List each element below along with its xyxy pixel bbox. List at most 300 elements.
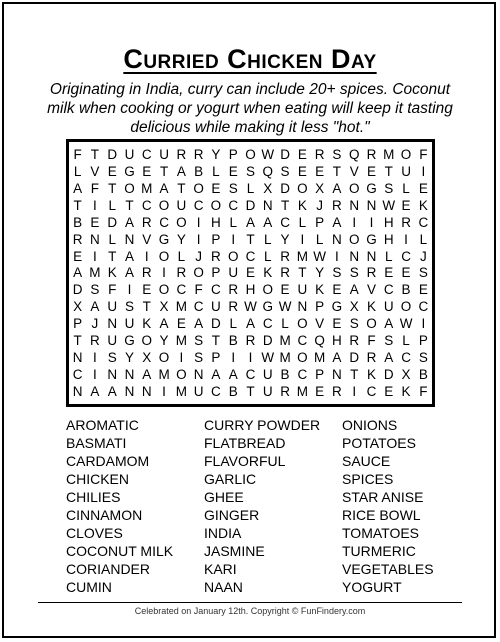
grid-letter: L [264,231,272,247]
word-list-item: GHEE [204,489,244,505]
grid-letter: I [196,214,201,230]
grid-letter: K [366,299,376,315]
grid-letter: D [107,146,118,162]
grid-letter: G [331,299,343,315]
grid-letter: G [366,180,377,196]
grid-letter: E [142,282,152,298]
word-list-item: YOGURT [342,579,402,595]
word-list-item: CARDAMOM [66,453,150,469]
grid-letter: T [177,180,186,196]
grid-letter: E [245,265,255,281]
grid-letter: P [211,350,221,366]
grid-letter: P [315,299,325,315]
grid-letter: R [401,214,411,230]
grid-letter: A [332,214,342,230]
grid-letter: T [108,180,117,196]
grid-letter: L [298,214,307,230]
grid-letter: A [194,316,204,332]
grid-letter: R [228,299,239,315]
grid-letter: U [107,299,118,315]
grid-letter: S [349,265,359,281]
word-list-item: ONIONS [342,417,398,433]
grid-letter: M [279,350,291,366]
grid-letter: O [158,197,170,213]
grid-letter: L [229,214,237,230]
word-list-column [204,416,342,596]
grid-letter: S [418,265,428,281]
grid-letter: M [89,265,101,281]
grid-letter: T [211,333,221,349]
grid-letter: V [142,231,152,247]
grid-letter: M [296,384,308,400]
grid-letter: R [314,146,325,162]
grid-letter: X [73,299,83,315]
grid-letter: A [176,163,186,179]
word-list-item: POTATOES [342,435,416,451]
grid-letter: C [72,367,83,383]
grid-letter: O [262,282,274,298]
grid-letter: I [127,282,132,298]
grid-letter: F [90,180,100,196]
word-list-item: JASMINE [204,543,265,559]
grid-letter: E [315,163,325,179]
grid-letter: A [107,384,117,400]
grid-letter: H [211,214,221,230]
grid-letter: E [107,163,117,179]
grid-letter: R [332,384,342,400]
grid-letter: T [246,384,255,400]
grid-letter: U [228,265,239,281]
grid-letter: B [73,214,83,230]
grid-letter: C [176,282,187,298]
grid-letter: R [366,265,377,281]
grid-letter: F [108,282,117,298]
grid-letter: C [297,333,308,349]
grid-letter: L [177,248,186,264]
grid-letter: O [348,180,360,196]
grid-letter: K [366,367,376,383]
grid-letter: F [194,282,203,298]
grid-letter: R [90,333,100,349]
grid-letter: S [418,350,428,366]
grid-letter: O [297,316,308,332]
grid-letter: T [90,146,100,162]
footer-text: Celebrated on January 12th. Copyright © FunFindery.com [134,606,366,616]
grid-letter: Q [262,163,274,179]
grid-letter: O [400,146,412,162]
word-list-column [66,416,204,596]
grid-letter: F [419,384,428,400]
grid-letter: Y [315,265,325,281]
grid-letter: A [245,316,255,332]
grid-letter: D [245,197,256,213]
grid-letter: L [419,231,428,247]
grid-letter: U [262,384,273,400]
grid-letter: N [72,350,83,366]
word-list-item: CHICKEN [66,471,130,487]
grid-letter: V [349,163,359,179]
grid-letter: N [332,231,342,247]
grid-letter: U [176,197,187,213]
grid-letter: C [418,299,429,315]
grid-letter: N [90,231,100,247]
grid-letter: G [158,231,170,247]
grid-letter: C [211,282,221,298]
grid-letter: N [297,299,308,315]
grid-letter: A [159,180,169,196]
grid-letter: U [124,316,135,332]
grid-letter: E [297,163,307,179]
grid-letter: P [211,265,221,281]
grid-letter: U [159,146,169,162]
grid-letter: A [124,214,134,230]
grid-letter: X [349,299,359,315]
grid-letter: O [141,333,153,349]
grid-letter: T [280,197,290,213]
grid-letter: I [421,163,426,179]
grid-letter: E [418,180,428,196]
grid-letter: I [369,214,374,230]
grid-letter: J [195,248,203,264]
grid-letter: U [262,367,273,383]
grid-letter: O [158,248,170,264]
word-list-item: TOMATOES [342,525,420,541]
grid-letter: E [176,316,186,332]
grid-letter: A [211,367,221,383]
grid-letter: C [280,214,290,230]
grid-letter: B [280,367,290,383]
grid-letter: A [228,367,238,383]
grid-letter: X [401,367,411,383]
grid-letter: T [246,231,255,247]
grid-letter: G [124,163,135,179]
grid-letter: C [228,197,239,213]
grid-letter: M [279,333,291,349]
grid-letter: K [107,265,117,281]
grid-letter: N [141,384,152,400]
grid-letter: L [246,180,255,196]
grid-letter: I [93,367,97,383]
grid-letter: U [211,299,221,315]
grid-letter: I [421,316,426,332]
grid-letter: A [245,214,255,230]
grid-letter: T [73,333,82,349]
grid-letter: T [384,163,393,179]
grid-letter: D [107,214,118,230]
grid-letter: E [211,180,221,196]
grid-letter: E [366,163,376,179]
grid-letter: C [262,316,273,332]
grid-letter: M [141,180,153,196]
grid-letter: R [349,333,360,349]
grid-letter: K [418,197,428,213]
grid-letter: E [228,163,238,179]
grid-letter: I [93,248,97,264]
grid-letter: A [332,350,342,366]
grid-letter: E [280,282,290,298]
grid-letter: N [107,367,118,383]
grid-letter: T [108,248,117,264]
grid-letter: H [245,282,256,298]
word-list-item: GINGER [204,507,260,523]
grid-letter: O [245,146,256,162]
grid-letter: O [348,231,360,247]
grid-letter: A [90,299,100,315]
word-list-item: FLAVORFUL [204,453,286,469]
grid-letter: I [352,384,357,400]
grid-letter: A [332,180,342,196]
grid-letter: P [228,146,238,162]
grid-letter: U [124,146,135,162]
grid-letter: C [141,146,152,162]
grid-letter: F [73,146,82,162]
grid-letter: I [93,350,97,366]
grid-letter: S [245,163,255,179]
grid-letter: C [366,384,377,400]
grid-letter: M [296,248,308,264]
grid-letter: A [124,248,134,264]
grid-letter: R [366,146,377,162]
grid-letter: V [315,316,325,332]
page-title: Curried Chicken Day [123,44,377,74]
grid-letter: L [281,316,289,332]
word-list-item: GARLIC [204,471,257,487]
grid-letter: O [366,316,377,332]
grid-letter: P [315,214,325,230]
grid-letter: I [144,248,149,264]
grid-letter: R [141,214,152,230]
word-list-item: COCONUT MILK [66,543,174,559]
grid-letter: I [404,231,408,247]
grid-letter: W [278,299,292,315]
grid-letter: G [366,231,377,247]
grid-letter: Y [280,231,290,247]
word-list-item: CORIANDER [66,561,151,577]
grid-letter: O [297,350,308,366]
grid-letter: C [245,367,256,383]
grid-letter: O [176,214,187,230]
grid-letter: L [229,316,237,332]
grid-letter: N [72,384,83,400]
grid-letter: L [108,197,116,213]
grid-letter: J [419,248,427,264]
grid-letter: L [385,248,393,264]
grid-letter: F [419,146,428,162]
grid-letter: U [107,333,118,349]
grid-letter: L [73,163,82,179]
word-list-item: SAUCE [342,453,391,469]
grid-letter: T [332,163,342,179]
grid-letter: A [384,350,394,366]
grid-letter: S [332,265,342,281]
grid-letter: M [158,367,170,383]
grid-letter: I [231,350,236,366]
grid-letter: T [142,299,151,315]
grid-letter: O [210,197,222,213]
grid-letter: Q [348,146,360,162]
grid-letter: N [124,367,135,383]
grid-letter: N [124,384,135,400]
grid-letter: N [332,367,342,383]
grid-letter: D [280,146,290,162]
word-list-item: NAAN [204,579,243,595]
grid-letter: W [244,299,257,315]
grid-letter: O [124,180,135,196]
word-list-item: CINNAMON [66,507,143,523]
word-list-item: STAR ANISE [342,489,424,505]
grid-letter: D [349,350,360,366]
footer-divider [38,602,462,603]
grid-letter: A [124,265,134,281]
grid-letter: N [124,231,135,247]
word-list-item: VEGETABLES [342,561,434,577]
grid-letter: T [159,163,169,179]
grid-letter: S [107,350,117,366]
grid-letter: E [73,248,83,264]
grid-letter: N [107,316,118,332]
grid-letter: E [315,384,325,400]
grid-letter: I [162,384,166,400]
grid-letter: A [159,316,169,332]
grid-letter: R [193,146,204,162]
grid-letter: Y [124,350,134,366]
grid-letter: Y [176,231,186,247]
grid-letter: M [175,299,187,315]
grid-letter: K [401,384,411,400]
grid-letter: E [401,265,411,281]
grid-letter: I [231,231,236,247]
grid-letter: A [90,384,100,400]
grid-letter: Q [314,333,325,349]
word-list-column [342,416,446,596]
word-search-grid [66,139,435,407]
grid-letter: C [401,350,411,366]
grid-letter: F [367,333,376,349]
grid-letter: W [382,197,396,213]
grid-letter: O [227,248,239,264]
grid-letter: H [383,231,394,247]
grid-letter: X [159,299,169,315]
grid-letter: V [366,282,376,298]
grid-letter: A [384,316,394,332]
grid-letter: G [124,333,135,349]
grid-letter: W [313,248,327,264]
grid-letter: I [179,350,184,366]
grid-letter: J [316,197,324,213]
grid-letter: P [315,367,325,383]
grid-letter: E [297,146,307,162]
grid-letter: L [315,231,324,247]
grid-letter: P [418,333,428,349]
grid-letter: S [384,333,394,349]
grid-letter: M [383,146,395,162]
grid-letter: B [418,367,428,383]
grid-letter: C [141,197,152,213]
word-list-item: AROMATIC [66,417,139,433]
grid-letter: U [401,163,411,179]
grid-letter: C [159,214,169,230]
grid-letter: N [349,197,360,213]
grid-letter: I [196,231,201,247]
grid-letter: R [141,265,152,281]
grid-letter: A [349,282,359,298]
word-list-item: KARI [204,561,237,577]
grid-letter: D [280,180,290,196]
grid-letter: T [350,367,359,383]
intro-text: Originating in India, curry can include 20+ spices. Coconut milk when cooking or yogurt when eating will keep it tasting delicious while making it less "hot." [47,81,453,136]
grid-letter: E [384,384,394,400]
grid-letter: J [91,316,99,332]
grid-letter: I [300,231,305,247]
word-list-item: RICE BOWL [342,507,421,523]
grid-letter: D [72,282,83,298]
grid-letter: D [383,367,394,383]
grid-letter: R [280,384,290,400]
grid-letter: U [193,384,204,400]
grid-letter: O [158,350,170,366]
grid-letter: D [211,316,221,332]
grid-letter: H [383,214,394,230]
grid-letter: S [194,333,204,349]
grid-letter: S [124,299,134,315]
grid-letter: I [352,214,357,230]
grid-letter: E [90,214,100,230]
grid-letter: C [418,214,429,230]
grid-letter: T [73,197,82,213]
word-list-item: FLATBREAD [204,435,286,451]
grid-letter: K [315,282,325,298]
grid-letter: E [332,282,342,298]
grid-letter: O [400,299,412,315]
grid-letter: I [162,265,166,281]
grid-letter: A [263,214,273,230]
grid-letter: R [72,231,83,247]
grid-letter: I [248,350,253,366]
grid-letter: B [228,333,238,349]
grid-letter: O [297,180,308,196]
word-list-item: CUMIN [66,579,112,595]
grid-letter: O [193,180,204,196]
grid-letter: D [262,333,273,349]
word-list-item: TURMERIC [342,543,416,559]
grid-letter: K [297,197,307,213]
grid-letter: M [314,350,326,366]
grid-letter: R [332,197,342,213]
grid-letter: E [384,265,394,281]
grid-letter: S [90,282,100,298]
grid-letter: R [280,265,290,281]
grid-letter: S [194,350,204,366]
grid-letter: U [297,282,308,298]
grid-letter: L [108,231,116,247]
grid-letter: X [142,350,152,366]
grid-letter: X [315,180,325,196]
grid-letter: E [332,316,342,332]
word-list-item: CHILIES [66,489,121,505]
grid-letter: N [349,248,360,264]
grid-letter: B [228,384,238,400]
grid-letter: E [142,163,152,179]
grid-letter: K [142,316,152,332]
grid-letter: A [73,265,83,281]
grid-letter: R [228,282,239,298]
word-list-item: BASMATI [66,435,127,451]
grid-letter: E [401,197,411,213]
grid-letter: W [261,146,275,162]
grid-letter: C [297,367,308,383]
grid-letter: L [264,248,272,264]
grid-letter: P [211,231,221,247]
